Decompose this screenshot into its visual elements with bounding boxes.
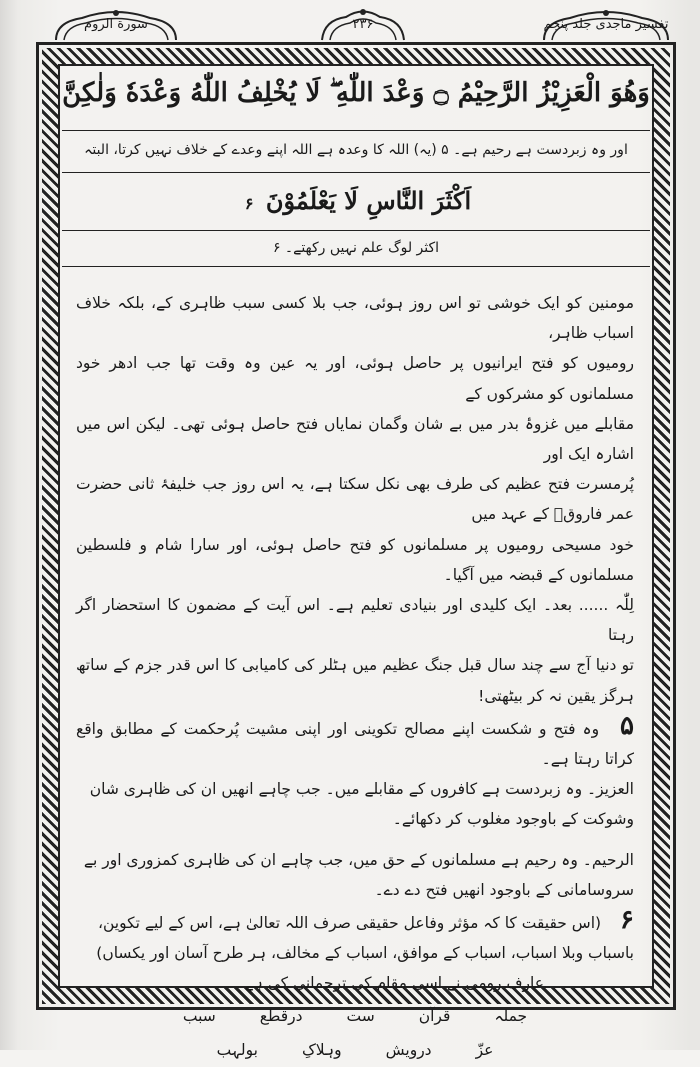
surah-name-cartouche bbox=[52, 8, 180, 42]
commentary-line: رومیوں کو فتح ایرانیوں پر حاصل ہوئی، اور یہ عین وہ وقت تھا جب ادھر خود مسلمانوں کو مشرکوں کے bbox=[76, 354, 634, 403]
couplet-word: عزّ bbox=[475, 1040, 494, 1059]
couplet-word: درویش bbox=[385, 1040, 432, 1059]
couplet-word: قرآن bbox=[418, 1006, 451, 1025]
quran-ayah-line-1: وَهُوَ الْعَزِيْزُ الرَّحِيْمُ ۝ وَعْدَ اللّٰهِ ۖ لَا يُخْلِفُ اللّٰهُ وَعْدَهٗ وَلٰكِنَّ bbox=[62, 78, 650, 108]
quran-ayah-line-2 bbox=[62, 186, 650, 215]
ayah-translation-1: اور وہ زبردست ہے رحیم ہے۔ ۵ (یہ) اللہ کا وعدہ ہے اللہ اپنے وعدے کے خلاف نہیں کرتا، البتہ bbox=[84, 142, 628, 158]
couplet-word: درقطع bbox=[259, 1006, 303, 1025]
couplet-word: سبب bbox=[182, 1006, 216, 1025]
couplet-word: بولہب bbox=[216, 1040, 258, 1059]
note-number-6: ۶ bbox=[620, 905, 634, 936]
divider bbox=[62, 230, 650, 231]
surah-name: سورة الروم bbox=[84, 17, 148, 32]
commentary-line: الرحیم۔ وہ رحیم ہے مسلمانوں کے حق میں، جب چاہے ان کی ظاہری کمزوری اور بے bbox=[83, 850, 634, 869]
book-title-cartouche bbox=[540, 8, 672, 42]
commentary-line: العزیز۔ وہ زبردست ہے کافروں کے مقابلے میں۔ جب چاہے انھیں ان کی ظاہری شان bbox=[89, 780, 634, 799]
commentary-line: خود مسیحی رومیوں پر مسلمانوں کو فتح حاصل ہوئی، اور سارا شام و فلسطین مسلمانوں کے قبضہ میں آگیا۔ bbox=[76, 535, 634, 584]
couplet-word: ست bbox=[346, 1006, 375, 1025]
commentary-line: مقابلے میں غزوۂ بدر میں بے شان وگمان نمایاں فتح حاصل ہوئی تھی۔ لیکن اس میں اشارہ ایک اور bbox=[76, 414, 634, 464]
commentary-line: وشوکت کے باوجود مغلوب کر دکھائے۔ bbox=[392, 810, 634, 829]
commentary-line: باسباب وبلا اسباب، اسباب کے موافق، اسباب کے مخالف، ہر طرح آسان اور یکساں) bbox=[96, 944, 634, 963]
ayah-translation-2: اکثر لوگ علم نہیں رکھتے۔ ۶ bbox=[272, 240, 440, 256]
divider bbox=[62, 130, 650, 131]
divider bbox=[62, 266, 650, 267]
commentary-line: مومنین کو ایک خوشی تو اس روز ہوئی، جب بلا کسی سبب ظاہری کے، بلکہ خلاف اسباب ظاہر، bbox=[76, 294, 634, 343]
commentary-line: عارف رومی نے اسی مقام کی ترجمانی کی ہے bbox=[244, 974, 544, 993]
commentary-line: سروسامانی کے باوجود انھیں فتح دے دے۔ bbox=[374, 880, 634, 899]
couplet-word: جملہ bbox=[494, 1006, 528, 1025]
page-number: ۲۳۶ bbox=[352, 17, 374, 32]
page-number-cartouche bbox=[318, 8, 408, 42]
page-content bbox=[62, 68, 650, 1059]
note-5-line bbox=[76, 711, 634, 774]
note-6-line bbox=[76, 905, 634, 938]
commentary bbox=[76, 288, 634, 1067]
persian-couplet-line-1 bbox=[76, 999, 634, 1033]
note-6-text: (اس حقیقت کا کہ مؤثر وفاعل حقیقی صرف اللہ تعالیٰ ہے، اس کے لیے تکوین، bbox=[97, 914, 602, 933]
commentary-line: تو دنیا آج سے چند سال قبل جنگ عظیم میں ہٹلر کی کامیابی کا اس قدر جزم کے ساتھ ہرگز یقین نہ کر بیٹھتی! bbox=[76, 656, 634, 705]
note-number-5: ۵ bbox=[620, 710, 634, 741]
divider bbox=[62, 172, 650, 173]
couplet-word: وہلاکِ bbox=[301, 1040, 342, 1059]
ayah-number-marker: ۶ bbox=[244, 194, 254, 213]
commentary-line: لِلّٰہ ...... بعد۔ ایک کلیدی اور بنیادی تعلیم ہے۔ اس آیت کے مضمون کا استحضار اگر رہتا bbox=[76, 596, 634, 645]
commentary-line: پُرمسرت فتح عظیم کی طرف بھی نکل سکتا ہے، یہ اس روز جب خلیفۂ ثانی حضرت عمر فاروقؓ کے عہد میں bbox=[76, 475, 634, 524]
ayah-text: اَكْثَرَ النَّاسِ لَا يَعْلَمُوْنَ bbox=[265, 186, 472, 215]
book-title: تفسیر ماجدی جلد پنجم bbox=[543, 17, 669, 32]
note-5-text: وہ فتح و شکست اپنے مصالح تکوینی اور اپنی مشیت پُرحکمت کے مطابق واقع کراتا رہتا ہے۔ bbox=[76, 719, 634, 769]
